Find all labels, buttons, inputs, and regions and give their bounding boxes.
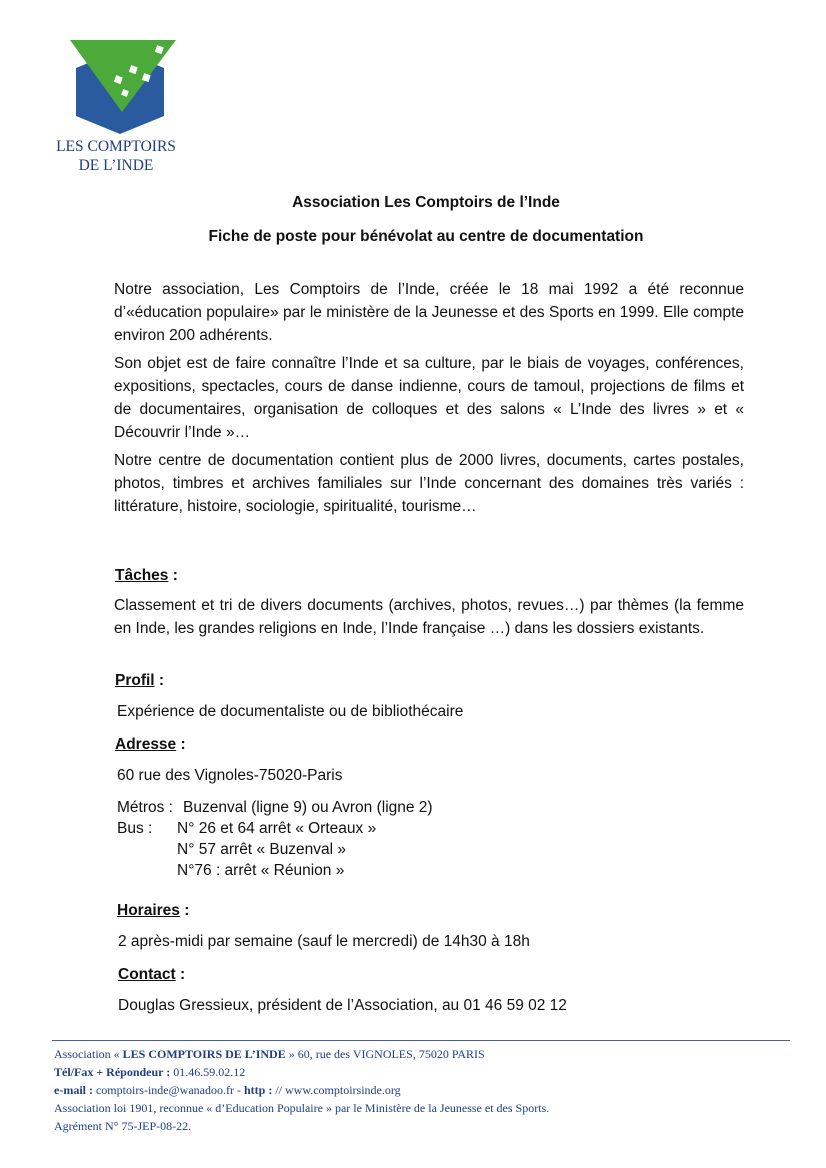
logo-line-1: LES COMPTOIRS bbox=[56, 138, 176, 155]
metros-label: Métros : bbox=[117, 799, 173, 816]
profil-heading: Profil : bbox=[115, 672, 165, 689]
footer-line-3: e-mail : comptoirs-inde@wanadoo.fr - http : // www.comptoirsinde.org bbox=[54, 1083, 401, 1097]
letterhead-footer bbox=[54, 1045, 549, 1135]
bus-line-1: N° 26 et 64 arrêt « Orteaux » bbox=[177, 820, 377, 837]
logo-line-2: DE L’INDE bbox=[78, 157, 154, 174]
footer-line-4: Association loi 1901, reconnue « d’Education Populaire » par le Ministère de la Jeunesse et des Sports. bbox=[54, 1101, 550, 1115]
contact-heading: Contact : bbox=[118, 966, 186, 983]
document-title: Association Les Comptoirs de l’Inde bbox=[292, 194, 560, 211]
profil-text: Expérience de documentaliste ou de bibliothécaire bbox=[117, 703, 464, 720]
footer-line-1: Association « LES COMPTOIRS DE L’INDE » 60, rue des VIGNOLES, 75020 PARIS bbox=[54, 1047, 485, 1061]
horaires-heading: Horaires : bbox=[117, 902, 190, 919]
intro-paragraph-1: Notre association, Les Comptoirs de l’Inde, créée le 18 mai 1992 a été reconnue d’«éducation populaire» par le ministère de la Jeunesse et des Sports en 1999. Elle compte environ 200 adhérents. bbox=[114, 281, 744, 344]
footer-line-2: Tél/Fax + Répondeur : 01.46.59.02.12 bbox=[54, 1065, 246, 1079]
bus-line-2: N° 57 arrêt « Buzenval » bbox=[177, 841, 347, 858]
taches-heading: Tâches : bbox=[115, 567, 178, 584]
bus-label: Bus : bbox=[117, 820, 153, 837]
footer-divider bbox=[52, 1040, 790, 1041]
street-address: 60 rue des Vignoles-75020-Paris bbox=[117, 767, 343, 784]
intro-paragraph-3: Notre centre de documentation contient plus de 2000 livres, documents, cartes postales, photos, timbres et archives familiales sur l’Inde concernant des domaines très variés : littérature, histoire, sociologie, spiritualité, tourisme… bbox=[114, 452, 744, 515]
bus-line-3: N°76 : arrêt « Réunion » bbox=[177, 862, 345, 879]
footer-line-5: Agrément N° 75-JEP-08-22. bbox=[54, 1119, 192, 1133]
taches-text: Classement et tri de divers documents (archives, photos, revues…) par thèmes (la femme en Inde, les grandes religions en Inde, l’Inde française …) dans les dossiers existants. bbox=[114, 597, 744, 637]
intro-paragraph-2: Son objet est de faire connaître l’Inde et sa culture, par le biais de voyages, conférences, expositions, spectacles, cours de danse indienne, cours de tamoul, projections de films et de documentaires, organisation de colloques et des salons « L’Inde des livres » et « Découvrir l’Inde »… bbox=[114, 355, 744, 441]
contact-text: Douglas Gressieux, président de l’Association, au 01 46 59 02 12 bbox=[118, 997, 567, 1014]
horaires-text: 2 après-midi par semaine (sauf le mercredi) de 14h30 à 18h bbox=[118, 933, 530, 950]
logo-emblem-icon bbox=[70, 38, 180, 138]
adresse-heading: Adresse : bbox=[115, 736, 186, 753]
metros-text: Buzenval (ligne 9) ou Avron (ligne 2) bbox=[183, 799, 433, 816]
document-subtitle: Fiche de poste pour bénévolat au centre de documentation bbox=[208, 228, 644, 245]
